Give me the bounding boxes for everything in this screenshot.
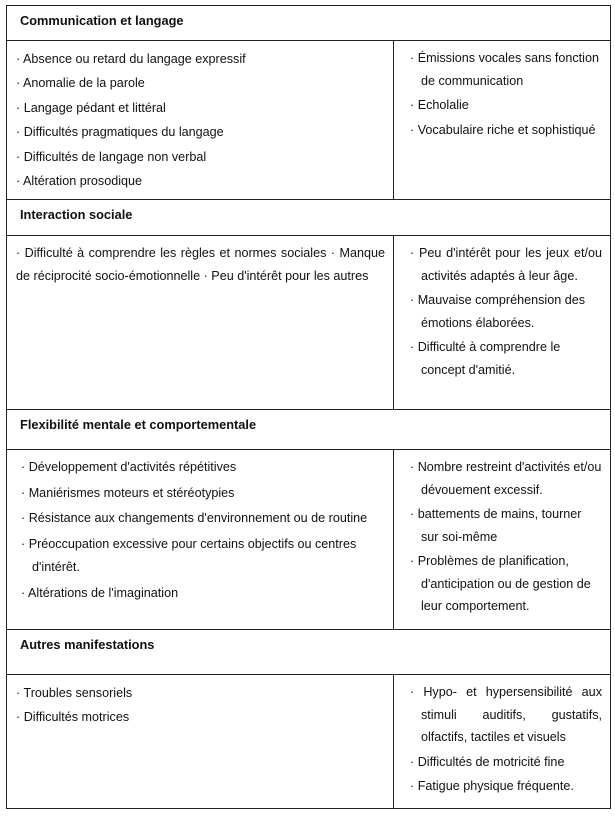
list-item: · Echolalie	[410, 98, 469, 112]
list-item: · Préoccupation excessive pour certains objectifs ou centres d'intérêt.	[21, 536, 357, 574]
list-item: · Résistance aux changements d'environnement ou de routine	[21, 511, 368, 525]
list-item: · Difficultés pragmatiques du langage	[16, 125, 224, 140]
list-item: · Émissions vocales sans fonction de communication	[410, 51, 599, 88]
section-row-flexibility	[7, 450, 610, 630]
list-item: · Troubles sensoriels	[16, 686, 133, 700]
symptoms-table	[6, 5, 611, 809]
list-item: · Difficulté à comprendre le concept d'amitié.	[410, 340, 561, 377]
section-header-other: Autres manifestations	[7, 630, 610, 675]
list-item: · Anomalie de la parole	[16, 76, 145, 91]
list-item: · battements de mains, tourner sur soi-même	[410, 507, 582, 544]
list-item: · Difficultés de motricité fine	[410, 754, 565, 769]
list-item: · Problèmes de planification, d'anticipation ou de gestion de leur comportement.	[410, 554, 591, 613]
list-item: · Mauvaise compréhension des émotions élaborées.	[410, 293, 586, 330]
list-item: · Développement d'activités répétitives	[21, 460, 237, 474]
section-header-flexibility: Flexibilité mentale et comportementale	[7, 410, 610, 450]
list-item: · Maniérismes moteurs et stéréotypies	[21, 485, 235, 500]
right-cell	[394, 41, 610, 199]
list-item: · Absence ou retard du langage expressif	[16, 52, 246, 66]
section-header-communication: Communication et langage	[7, 5, 610, 41]
section-row-communication	[7, 41, 610, 200]
left-cell	[7, 675, 394, 808]
list-item: · Altérations de l'imagination	[21, 585, 179, 600]
right-cell	[394, 236, 610, 409]
list-item: · Peu d'intérêt pour les jeux et/ou activités adaptés à leur âge.	[410, 246, 602, 283]
section-row-interaction	[7, 236, 610, 410]
right-cell	[394, 675, 610, 808]
right-cell	[394, 450, 610, 629]
left-cell	[7, 236, 394, 409]
section-header-interaction: Interaction sociale	[7, 200, 610, 236]
section-row-other	[7, 675, 610, 809]
left-cell	[7, 450, 394, 629]
list-item: · Fatigue physique fréquente.	[410, 779, 574, 793]
list-item: · Nombre restreint d'activités et/ou dévouement excessif.	[410, 460, 602, 497]
list-item: · Vocabulaire riche et sophistiqué	[410, 122, 596, 137]
list-item: · Difficultés motrices	[16, 710, 130, 725]
list-item: · Difficultés de langage non verbal	[16, 149, 207, 164]
left-cell	[7, 41, 394, 199]
list-item: · Langage pédant et littéral	[16, 100, 166, 115]
list-item: · Difficulté à comprendre les règles et normes sociales · Manque de réciprocité socio-émotionnelle · Peu d'intérêt pour les autres	[16, 246, 385, 283]
list-item: · Altération prosodique	[16, 174, 143, 189]
list-item: · Hypo- et hypersensibilité aux stimuli auditifs, gustatifs, olfactifs, tactiles et visuels	[410, 685, 602, 744]
